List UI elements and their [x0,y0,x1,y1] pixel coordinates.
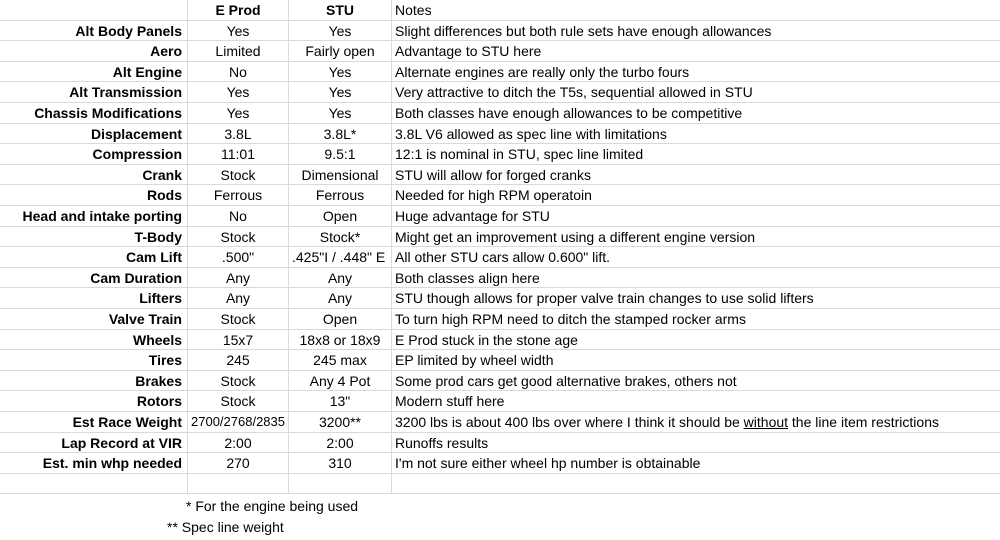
stu-cell[interactable]: Ferrous [289,185,392,206]
header-cell-eprod[interactable]: E Prod [188,0,289,21]
stu-cell[interactable]: Yes [289,62,392,83]
stu-cell[interactable]: Any 4 Pot [289,371,392,392]
notes-cell[interactable]: Modern stuff here [392,391,1000,412]
eprod-cell[interactable]: Stock [188,391,289,412]
eprod-cell[interactable]: 11:01 [188,144,289,165]
stu-cell[interactable]: Fairly open [289,41,392,62]
stu-cell[interactable]: Open [289,206,392,227]
notes-cell[interactable]: All other STU cars allow 0.600" lift. [392,247,1000,268]
stu-cell[interactable]: Any [289,268,392,289]
empty-cell[interactable] [392,474,1000,495]
row-label[interactable]: Wheels [0,330,188,351]
row-label[interactable]: Rods [0,185,188,206]
notes-cell[interactable]: Runoffs results [392,433,1000,454]
row-label[interactable]: Est Race Weight [0,412,188,433]
row-label[interactable]: Cam Lift [0,247,188,268]
stu-cell[interactable]: Yes [289,82,392,103]
notes-cell[interactable]: Slight differences but both rule sets have enough allowances [392,21,1000,42]
eprod-cell[interactable]: Stock [188,371,289,392]
row-label[interactable]: Aero [0,41,188,62]
table-row [0,371,1000,392]
row-label[interactable]: Cam Duration [0,268,188,289]
footnote-text: For the engine being used [195,498,359,514]
table-row [0,433,1000,454]
table-row [0,41,1000,62]
notes-text-underlined: without [743,414,789,430]
table-row [0,288,1000,309]
eprod-cell[interactable]: Any [188,288,289,309]
empty-cell[interactable] [188,474,289,495]
table-row [0,350,1000,371]
stu-cell[interactable]: 18x8 or 18x9 [289,330,392,351]
table-row [0,453,1000,474]
footnote-mark: * [186,498,192,514]
eprod-cell[interactable]: Any [188,268,289,289]
stu-cell[interactable]: 3200** [289,412,392,433]
notes-cell[interactable]: STU though allows for proper valve train changes to use solid lifters [392,288,1000,309]
empty-cell[interactable] [0,474,188,495]
header-row [0,0,1000,21]
footnote-2[interactable] [167,517,284,538]
notes-cell[interactable]: 3.8L V6 allowed as spec line with limitations [392,124,1000,145]
table-row [0,82,1000,103]
table-row [0,21,1000,42]
notes-cell[interactable]: Alternate engines are really only the turbo fours [392,62,1000,83]
row-label[interactable]: Rotors [0,391,188,412]
stu-cell[interactable]: Yes [289,103,392,124]
row-label[interactable]: Displacement [0,124,188,145]
eprod-cell[interactable]: 2700/2768/2835 [188,412,289,433]
header-cell-label[interactable] [0,0,188,21]
notes-cell[interactable]: Both classes align here [392,268,1000,289]
notes-cell[interactable] [392,412,1000,433]
header-cell-notes[interactable]: Notes [392,0,1000,21]
table-row [0,103,1000,124]
eprod-cell[interactable]: .500" [188,247,289,268]
row-label[interactable]: Crank [0,165,188,186]
notes-cell[interactable]: Advantage to STU here [392,41,1000,62]
table-row [0,144,1000,165]
eprod-cell[interactable]: 3.8L [188,124,289,145]
table-row [0,165,1000,186]
table-row-empty [0,474,1000,495]
eprod-cell[interactable]: Stock [188,309,289,330]
stu-cell[interactable]: Dimensional [289,165,392,186]
notes-cell[interactable]: To turn high RPM need to ditch the stamped rocker arms [392,309,1000,330]
empty-cell[interactable] [289,474,392,495]
stu-cell[interactable]: Yes [289,21,392,42]
row-label[interactable]: Chassis Modifications [0,103,188,124]
table-row [0,227,1000,248]
eprod-cell[interactable]: No [188,62,289,83]
table-row [0,124,1000,145]
notes-cell[interactable]: Both classes have enough allowances to be competitive [392,103,1000,124]
header-cell-stu[interactable]: STU [289,0,392,21]
eprod-cell[interactable]: Yes [188,82,289,103]
eprod-cell[interactable]: No [188,206,289,227]
eprod-cell[interactable]: Stock [188,165,289,186]
notes-text-post: the line item restrictions [788,414,939,430]
row-label[interactable]: Valve Train [0,309,188,330]
eprod-cell[interactable]: Yes [188,103,289,124]
row-label[interactable]: Alt Engine [0,62,188,83]
row-label[interactable]: Alt Transmission [0,82,188,103]
eprod-cell[interactable]: 270 [188,453,289,474]
footnote-text: Spec line weight [181,519,284,535]
notes-cell[interactable]: Some prod cars get good alternative brakes, others not [392,371,1000,392]
row-label[interactable]: T-Body [0,227,188,248]
notes-cell[interactable]: Might get an improvement using a different engine version [392,227,1000,248]
stu-cell[interactable]: 245 max [289,350,392,371]
notes-cell[interactable]: Huge advantage for STU [392,206,1000,227]
table-row [0,309,1000,330]
stu-cell[interactable]: 13" [289,391,392,412]
stu-cell[interactable]: Open [289,309,392,330]
row-label[interactable]: Tires [0,350,188,371]
eprod-cell[interactable]: Yes [188,21,289,42]
footnote-1[interactable] [186,496,358,517]
notes-cell[interactable]: STU will allow for forged cranks [392,165,1000,186]
stu-cell[interactable]: Any [289,288,392,309]
stu-cell[interactable]: 9.5:1 [289,144,392,165]
row-label[interactable]: Alt Body Panels [0,21,188,42]
notes-cell[interactable]: EP limited by wheel width [392,350,1000,371]
row-label[interactable]: Lap Record at VIR [0,433,188,454]
table-row [0,247,1000,268]
notes-cell[interactable]: 12:1 is nominal in STU, spec line limited [392,144,1000,165]
notes-cell[interactable]: I'm not sure either wheel hp number is obtainable [392,453,1000,474]
notes-cell[interactable]: Needed for high RPM operatoin [392,185,1000,206]
eprod-cell[interactable]: Stock [188,227,289,248]
eprod-cell[interactable]: 15x7 [188,330,289,351]
row-label[interactable]: Brakes [0,371,188,392]
eprod-cell[interactable]: Limited [188,41,289,62]
notes-cell[interactable]: E Prod stuck in the stone age [392,330,1000,351]
eprod-cell[interactable]: 2:00 [188,433,289,454]
stu-cell[interactable]: 310 [289,453,392,474]
table-row [0,206,1000,227]
table-row [0,185,1000,206]
row-label[interactable]: Lifters [0,288,188,309]
table-row [0,412,1000,433]
stu-cell[interactable]: .425"I / .448" E [289,247,392,268]
table-row [0,268,1000,289]
table-row [0,330,1000,351]
row-label[interactable]: Head and intake porting [0,206,188,227]
stu-cell[interactable]: Stock* [289,227,392,248]
eprod-cell[interactable]: Ferrous [188,185,289,206]
stu-cell[interactable]: 3.8L* [289,124,392,145]
eprod-cell[interactable]: 245 [188,350,289,371]
notes-text-pre: 3200 lbs is about 400 lbs over where I think it should be [395,414,744,430]
table-row [0,391,1000,412]
stu-cell[interactable]: 2:00 [289,433,392,454]
notes-cell[interactable]: Very attractive to ditch the T5s, sequential allowed in STU [392,82,1000,103]
row-label[interactable]: Est. min whp needed [0,453,188,474]
row-label[interactable]: Compression [0,144,188,165]
table-row [0,62,1000,83]
footnote-mark: ** [167,519,178,535]
